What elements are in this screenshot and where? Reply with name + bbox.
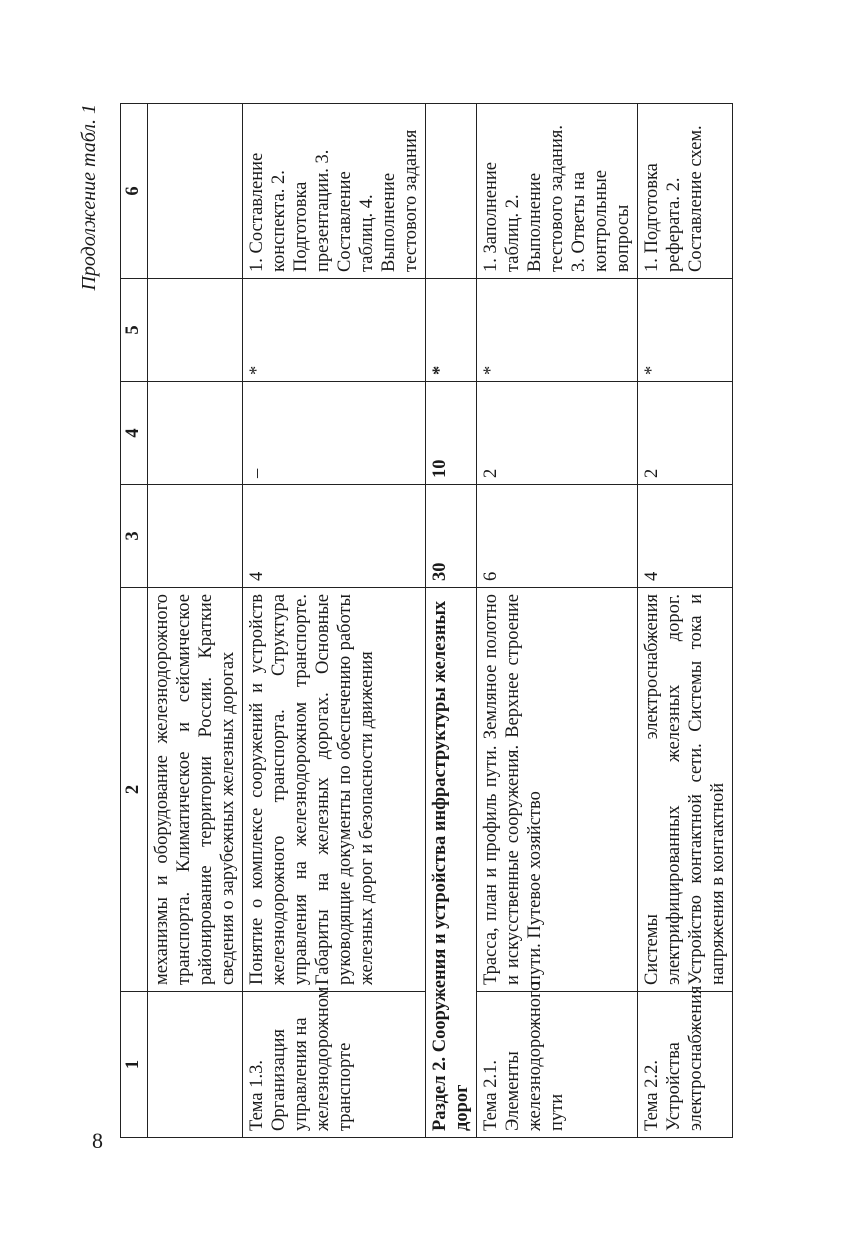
content-cell: Понятие о комплексе сооружений и устройств железнодорожного транспорта. Структура управления на железнодорожном транспорте. Габариты на железных дорогах. Основные руководящие документы по обеспечению работы железных дорог и безопасности движения (243, 588, 426, 992)
hours-cell (148, 485, 243, 588)
header-cell: 4 (121, 382, 148, 485)
header-cell: 1 (121, 992, 148, 1138)
practice-cell: 2 (477, 382, 638, 485)
hours-cell: 6 (477, 485, 638, 588)
curriculum-table (120, 103, 733, 1138)
hours-cell: 4 (243, 485, 426, 588)
content-cell: Системы электроснабжения электрифицированных железных дорог. Устройство контактной сети. Системы тока и напряжения в контактной (638, 588, 733, 992)
task-cell (426, 104, 477, 279)
header-cell: 5 (121, 279, 148, 382)
practice-cell (148, 382, 243, 485)
practice-cell: 10 (426, 382, 477, 485)
rotated-table-area (78, 104, 760, 1138)
section-row (426, 104, 477, 1138)
table-row (477, 104, 638, 1138)
continuation-caption: Продолжение табл. 1 (78, 104, 100, 291)
topic-cell: Тема 2.2. Устройства электроснабжения (638, 992, 733, 1138)
mark-cell: * (426, 279, 477, 382)
table-row (243, 104, 426, 1138)
task-cell: 1. Подготовка реферата. 2. Составление схем. (638, 104, 733, 279)
table-row (638, 104, 733, 1138)
mark-cell (148, 279, 243, 382)
hours-cell: 4 (638, 485, 733, 588)
table-row (148, 104, 243, 1138)
mark-cell: * (477, 279, 638, 382)
topic-cell: Тема 1.3. Организация управления на железнодорожном транспорте (243, 992, 426, 1138)
topic-cell (148, 992, 243, 1138)
practice-cell: 2 (638, 382, 733, 485)
task-cell: 1. Составление конспекта. 2. Подготовка презентации. 3. Составление таблиц. 4. Выполнение тестового задания (243, 104, 426, 279)
page-number: 8 (92, 1128, 103, 1153)
hours-cell: 30 (426, 485, 477, 588)
header-cell: 3 (121, 485, 148, 588)
content-cell: Трасса, план и профиль пути. Земляное полотно и искусственные сооружения. Верхнее строение пути. Путевое хозяйство (477, 588, 638, 992)
task-cell: 1. Заполнение таблиц. 2. Выполнение тестового задания. 3. Ответы на контрольные вопросы (477, 104, 638, 279)
mark-cell: * (243, 279, 426, 382)
topic-cell: Тема 2.1. Элементы железнодорожного пути (477, 992, 638, 1138)
mark-cell: * (638, 279, 733, 382)
header-row (121, 104, 148, 1138)
practice-cell: – (243, 382, 426, 485)
header-cell: 6 (121, 104, 148, 279)
content-cell: механизмы и оборудование железнодорожного транспорта. Климатическое и сейсмическое районирование территории России. Краткие сведения о зарубежных железных дорогах (148, 588, 243, 992)
task-cell (148, 104, 243, 279)
header-cell: 2 (121, 588, 148, 992)
section-title: Раздел 2. Сооружения и устройства инфраструктуры железных дорог (426, 588, 477, 1138)
